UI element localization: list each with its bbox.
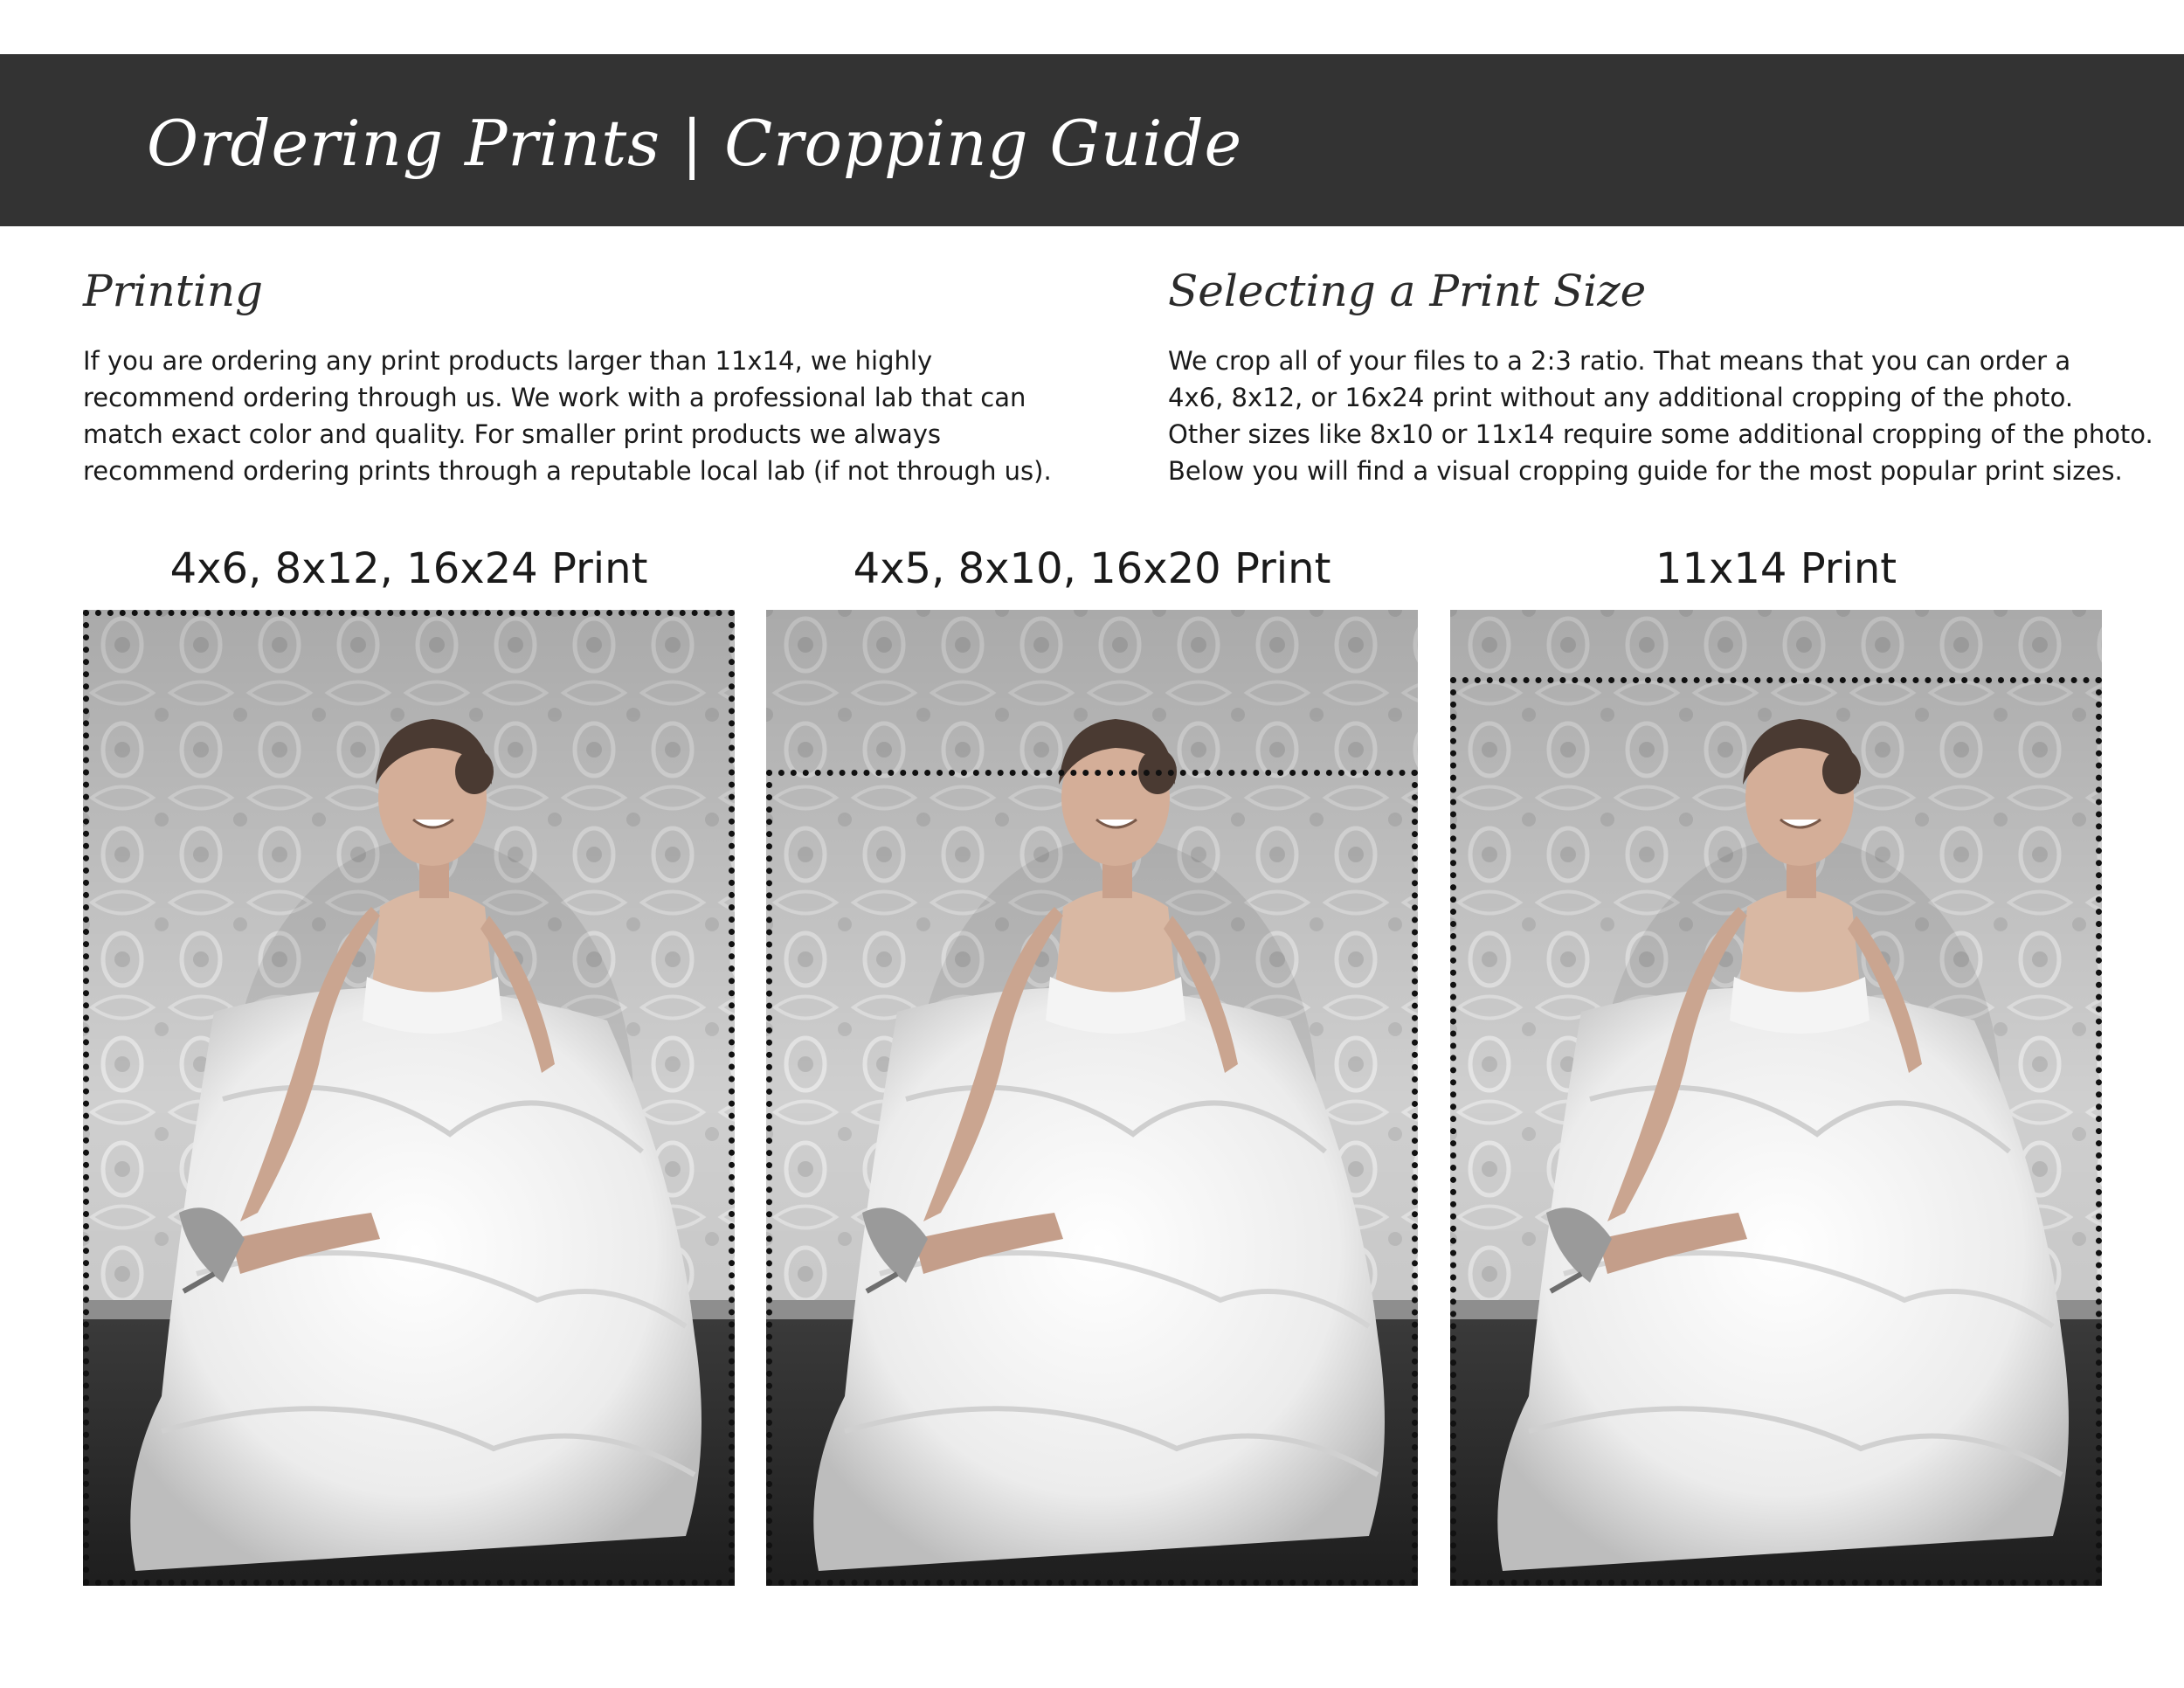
print-size-label-11x14: 11x14 Print — [1655, 544, 1897, 593]
bride-photo-image — [766, 610, 1418, 1586]
printing-heading: Printing — [83, 266, 264, 316]
example-photo-2x3 — [83, 610, 735, 1586]
selecting-heading: Selecting a Print Size — [1168, 266, 1647, 316]
printing-section — [83, 260, 1114, 489]
example-photo-4x5 — [766, 610, 1418, 1586]
header-banner — [0, 54, 2184, 226]
bride-photo-image — [83, 610, 735, 1586]
printing-body: If you are ordering any print products larger than 11x14, we highly recommend ordering through us. We work with a professional lab that can match exact color and quality. For smaller print products we always recommend ordering prints through a reputable local lab (if not through us). — [83, 346, 1052, 486]
print-size-label-4x5: 4x5, 8x10, 16x20 Print — [853, 544, 1331, 593]
page-title: Ordering Prints | Cropping Guide — [147, 107, 1243, 180]
example-photo-11x14 — [1450, 610, 2102, 1586]
selecting-print-size-section — [1168, 260, 2155, 489]
selecting-body: We crop all of your files to a 2:3 ratio. That means that you can order a 4x6, 8x12, or 16x24 print without any additional cropping of the photo. Other sizes like 8x10 or 11x14 require some additional cropping of the photo. Below you will find a visual cropping guide for the most popular print sizes. — [1168, 346, 2153, 486]
print-size-label-2x3: 4x6, 8x12, 16x24 Print — [169, 544, 648, 593]
bride-photo-image — [1450, 610, 2102, 1586]
